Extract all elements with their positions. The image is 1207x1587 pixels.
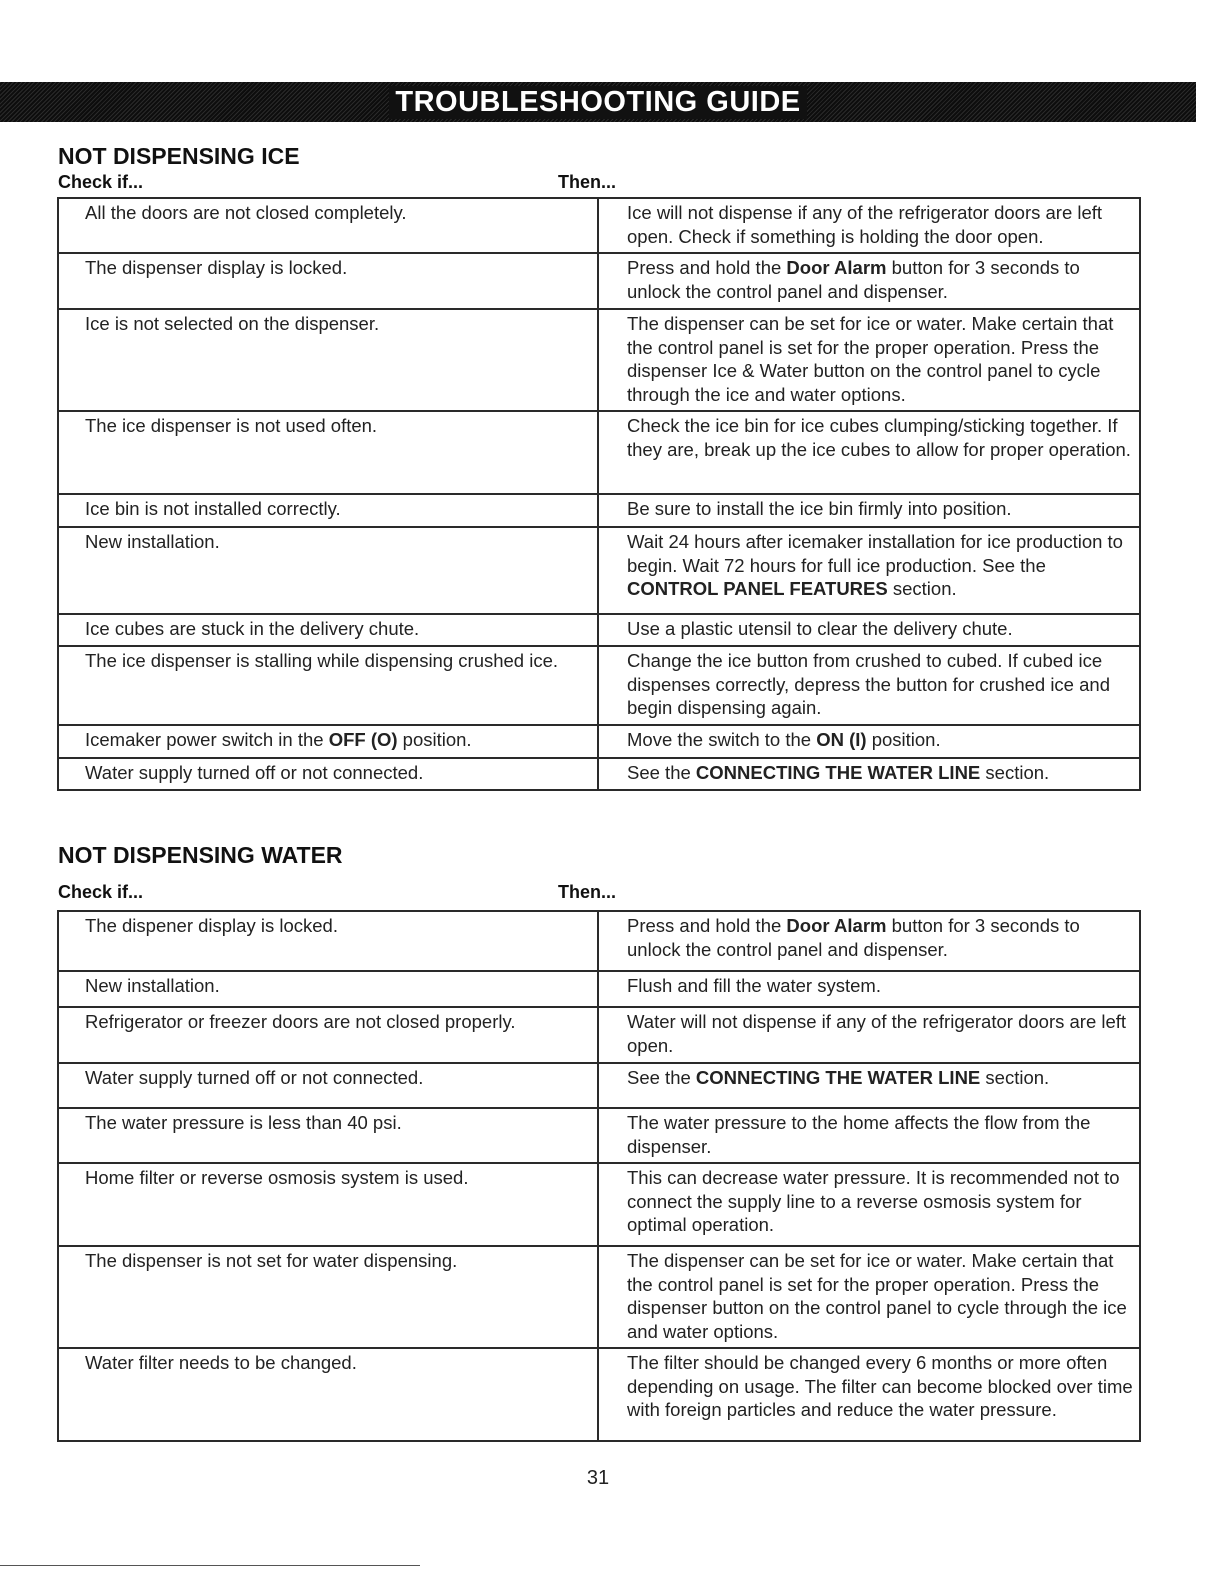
cell-text: Water will not dispense if any of the refrigerator doors are left open. [627, 1011, 1127, 1056]
cell-text: The dispener display is locked. [85, 915, 338, 936]
then-cell [598, 1246, 1140, 1348]
cell-text: Use a plastic utensil to clear the delivery chute. [627, 618, 1013, 639]
then-cell [598, 614, 1140, 646]
table-row [58, 1108, 1140, 1163]
cell-text: Ice will not dispense if any of the refrigerator doors are left open. Check if something is holding the door open. [627, 202, 1103, 247]
bold-text: CONNECTING THE WATER LINE [695, 762, 981, 783]
bold-text: Door Alarm [786, 257, 887, 278]
check-header-water: Check if... [58, 882, 144, 902]
cell-text: section. [887, 578, 957, 599]
cell-text: Water filter needs to be changed. [85, 1352, 357, 1373]
cell-text: See the [627, 1067, 696, 1088]
then-cell [598, 1163, 1140, 1246]
cell-text: The dispenser is not set for water dispensing. [85, 1250, 458, 1271]
cell-text: New installation. [85, 975, 220, 996]
header-banner [0, 82, 1196, 122]
cell-text: The ice dispenser is not used often. [85, 415, 378, 436]
table-row [58, 1246, 1140, 1348]
bold-text: ON (I) [816, 729, 867, 750]
check-cell [58, 1007, 598, 1063]
then-cell [598, 494, 1140, 527]
ice-table-body [58, 198, 1140, 790]
water-table [57, 910, 1141, 1442]
check-cell [58, 1163, 598, 1246]
table-row [58, 1348, 1140, 1441]
then-cell [598, 971, 1140, 1007]
cell-text: The water pressure is less than 40 psi. [85, 1112, 402, 1133]
page-title: TROUBLESHOOTING GUIDE [389, 86, 806, 119]
check-header-ice: Check if... [58, 172, 144, 192]
cell-text: Be sure to install the ice bin firmly into position. [627, 498, 1012, 519]
cell-text: New installation. [85, 531, 220, 552]
then-cell [598, 911, 1140, 971]
cell-text: Water supply turned off or not connected. [85, 762, 424, 783]
check-cell [58, 911, 598, 971]
cell-text: The filter should be changed every 6 months or more often depending on usage. The filter can become blocked over time with foreign particles and reduce the water pressure. [627, 1352, 1133, 1420]
cell-text: Press and hold the [627, 257, 787, 278]
then-header-water: Then... [558, 882, 616, 902]
check-cell [58, 198, 598, 253]
then-cell [598, 198, 1140, 253]
table-row [58, 758, 1140, 790]
cell-text: The ice dispenser is stalling while dispensing crushed ice. [85, 650, 559, 671]
cell-text: Flush and fill the water system. [627, 975, 881, 996]
footer-rule [0, 1565, 420, 1566]
cell-text: position. [397, 729, 472, 750]
then-cell [598, 1348, 1140, 1441]
cell-text: The dispenser can be set for ice or water. Make certain that the control panel is set for the proper operation. Press the dispenser button on the control panel to cycle through the ice and water options. [627, 1250, 1127, 1342]
cell-text: Icemaker power switch in the [85, 729, 329, 750]
cell-text: Water supply turned off or not connected. [85, 1067, 424, 1088]
cell-text: section. [980, 762, 1050, 783]
check-cell [58, 411, 598, 494]
cell-text: Home filter or reverse osmosis system is used. [85, 1167, 469, 1188]
page-number: 31 [586, 1467, 610, 1489]
bold-text: CONNECTING THE WATER LINE [695, 1067, 981, 1088]
then-cell [598, 309, 1140, 411]
then-cell [598, 527, 1140, 614]
cell-text: button for 3 seconds to unlock the control panel and dispenser. [627, 257, 1080, 302]
check-cell [58, 1246, 598, 1348]
check-cell [58, 758, 598, 790]
cell-text: Ice bin is not installed correctly. [85, 498, 341, 519]
cell-text: Wait 24 hours after icemaker installation for ice production to begin. Wait 72 hours for full ice production. See the [627, 531, 1123, 576]
cell-text: This can decrease water pressure. It is recommended not to connect the supply line to a reverse osmosis system for optimal operation. [627, 1167, 1120, 1235]
cell-text: Move the switch to the [627, 729, 817, 750]
table-row [58, 198, 1140, 253]
check-cell [58, 725, 598, 758]
check-cell [58, 494, 598, 527]
then-cell [598, 1108, 1140, 1163]
check-cell [58, 309, 598, 411]
check-cell [58, 1108, 598, 1163]
table-row [58, 494, 1140, 527]
cell-text: The dispenser can be set for ice or water. Make certain that the control panel is set for the proper operation. Press the dispenser Ice & Water button on the control panel to cycle through the ice and water options. [627, 313, 1114, 405]
table-row [58, 253, 1140, 309]
cell-text: section. [980, 1067, 1050, 1088]
table-row [58, 411, 1140, 494]
bold-text: Door Alarm [786, 915, 887, 936]
table-row [58, 1163, 1140, 1246]
check-cell [58, 253, 598, 309]
bold-text: CONTROL PANEL FEATURES [627, 578, 888, 599]
cell-text: The dispenser display is locked. [85, 257, 348, 278]
cell-text: All the doors are not closed completely. [85, 202, 407, 223]
cell-text: Ice is not selected on the dispenser. [85, 313, 380, 334]
cell-text: Change the ice button from crushed to cubed. If cubed ice dispenses correctly, depress the button for crushed ice and begin dispensing again. [627, 650, 1110, 718]
table-row [58, 527, 1140, 614]
water-table-body [58, 911, 1140, 1441]
then-cell [598, 1007, 1140, 1063]
check-cell [58, 1348, 598, 1441]
table-row [58, 309, 1140, 411]
cell-text: position. [866, 729, 941, 750]
table-row [58, 646, 1140, 725]
then-cell [598, 253, 1140, 309]
then-header-ice: Then... [558, 172, 616, 192]
cell-text: See the [627, 762, 696, 783]
table-row [58, 725, 1140, 758]
then-cell [598, 646, 1140, 725]
table-row [58, 911, 1140, 971]
table-row [58, 614, 1140, 646]
check-cell [58, 614, 598, 646]
check-cell [58, 527, 598, 614]
cell-text: Refrigerator or freezer doors are not closed properly. [85, 1011, 516, 1032]
table-row [58, 1007, 1140, 1063]
then-cell [598, 725, 1140, 758]
then-cell [598, 411, 1140, 494]
check-cell [58, 1063, 598, 1108]
section-title-water: NOT DISPENSING WATER [58, 842, 343, 868]
table-row [58, 971, 1140, 1007]
then-cell [598, 1063, 1140, 1108]
check-cell [58, 646, 598, 725]
cell-text: Ice cubes are stuck in the delivery chute. [85, 618, 420, 639]
ice-table [57, 197, 1141, 791]
then-cell [598, 758, 1140, 790]
section-title-ice: NOT DISPENSING ICE [58, 143, 300, 169]
cell-text: Check the ice bin for ice cubes clumping/sticking together. If they are, break up the ice cubes to allow for proper operation. [627, 415, 1131, 460]
table-row [58, 1063, 1140, 1108]
cell-text: button for 3 seconds to unlock the control panel and dispenser. [627, 915, 1080, 960]
cell-text: Press and hold the [627, 915, 787, 936]
bold-text: OFF (O) [328, 729, 398, 750]
cell-text: The water pressure to the home affects the flow from the dispenser. [627, 1112, 1091, 1157]
check-cell [58, 971, 598, 1007]
